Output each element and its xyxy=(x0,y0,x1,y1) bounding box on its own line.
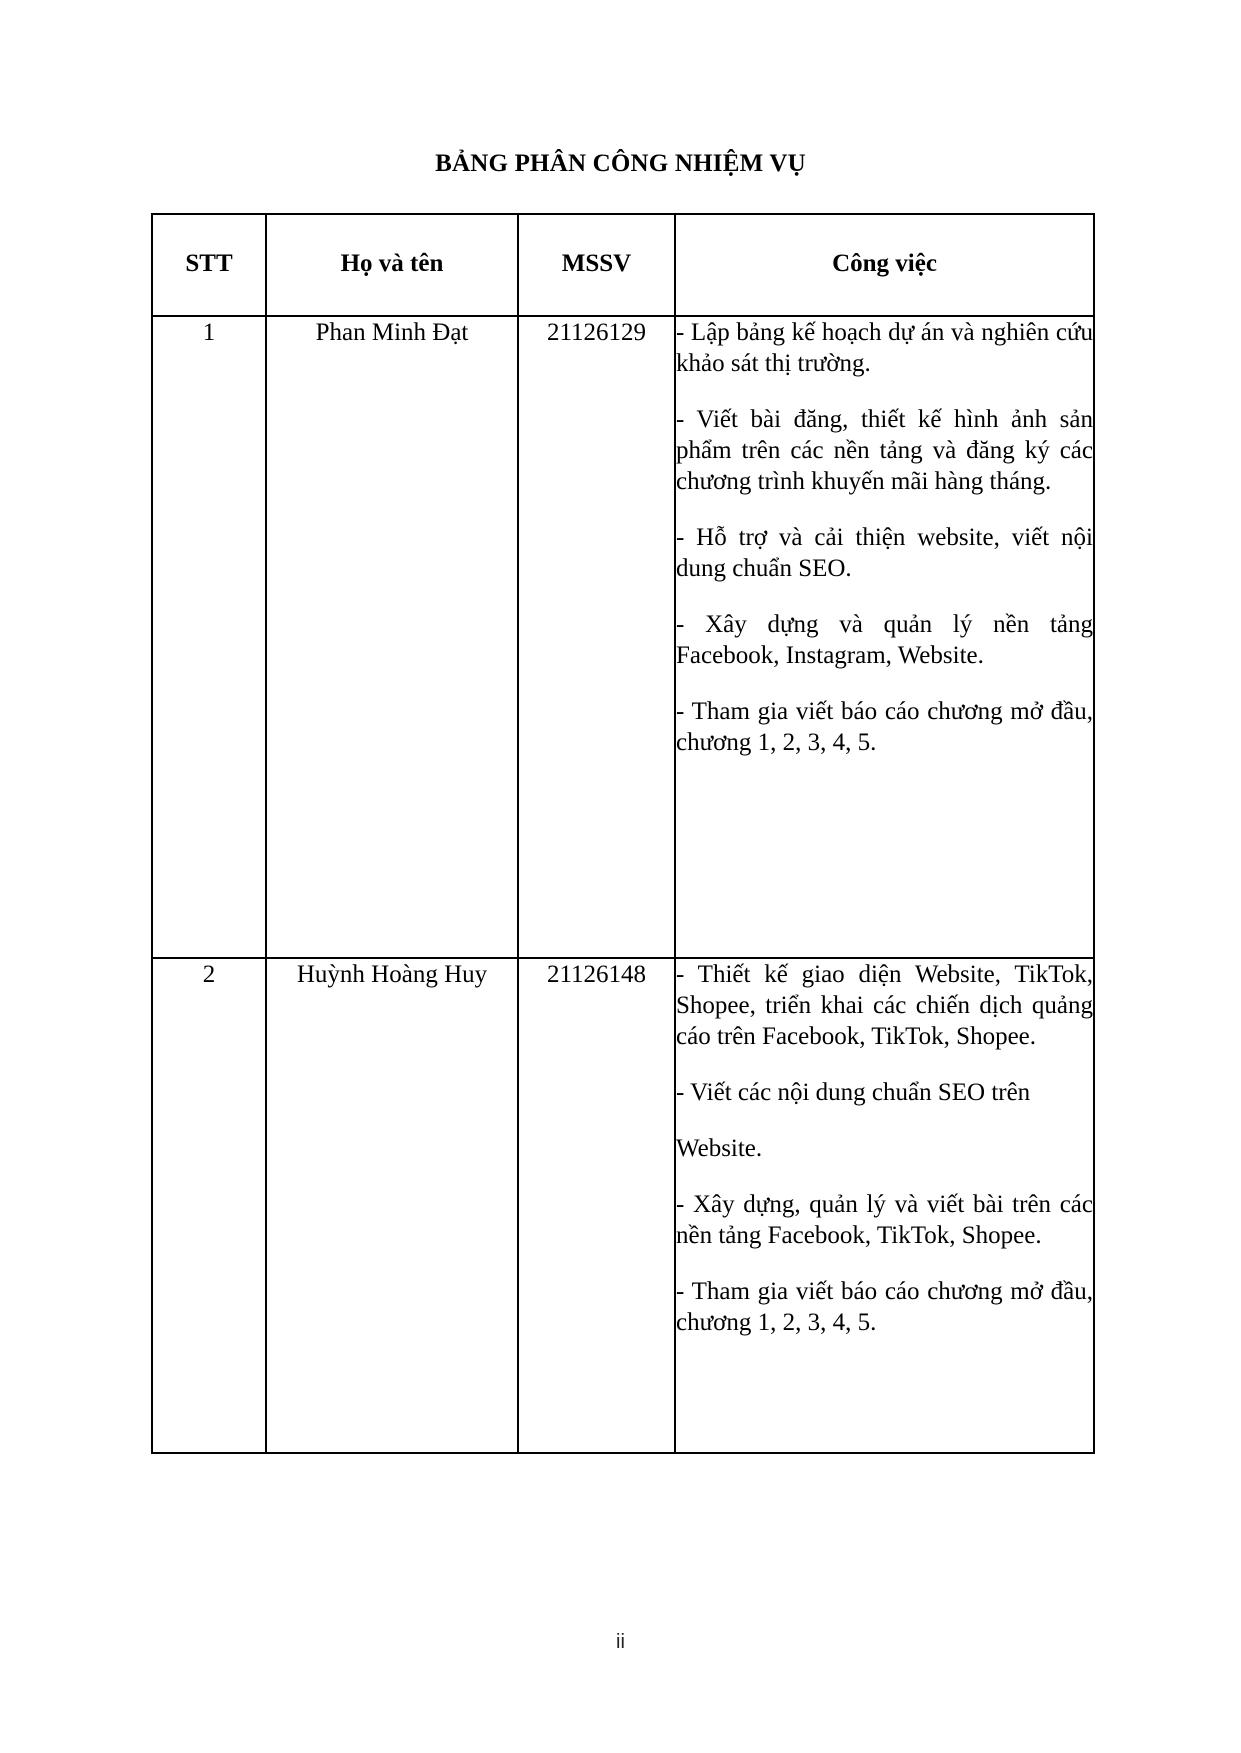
task-item: - Xây dựng và quản lý nền tảng Facebook, Instagram, Website. xyxy=(676,611,1093,669)
task-item: - Xây dựng, quản lý và viết bài trên các nền tảng Facebook, TikTok, Shopee. xyxy=(676,1191,1093,1249)
cell-mssv: 21126148 xyxy=(518,958,675,1453)
cell-name: Huỳnh Hoàng Huy xyxy=(266,958,518,1453)
cell-tasks xyxy=(675,958,1094,1453)
header-name: Họ và tên xyxy=(266,214,518,316)
page-title: BẢNG PHÂN CÔNG NHIỆM VỤ xyxy=(435,150,806,177)
cell-stt: 2 xyxy=(152,958,266,1453)
task-item: - Viết các nội dung chuẩn SEO trên xyxy=(676,1079,1031,1106)
task-item: - Tham gia viết báo cáo chương mở đầu, chương 1, 2, 3, 4, 5. xyxy=(676,1278,1093,1336)
cell-mssv: 21126129 xyxy=(518,316,675,958)
header-tasks: Công việc xyxy=(675,214,1094,316)
task-item: - Tham gia viết báo cáo chương mở đầu, chương 1, 2, 3, 4, 5. xyxy=(676,698,1093,756)
task-item: - Thiết kế giao diện Website, TikTok, Shopee, triển khai các chiến dịch quảng cáo trên Facebook, TikTok, Shopee. xyxy=(676,961,1093,1050)
task-item: - Viết bài đăng, thiết kế hình ảnh sản phẩm trên các nền tảng và đăng ký các chương trình khuyến mãi hàng tháng. xyxy=(676,406,1093,495)
table-row xyxy=(152,958,1094,1453)
header-stt: STT xyxy=(152,214,266,316)
table-row xyxy=(152,316,1094,958)
cell-stt: 1 xyxy=(152,316,266,958)
table-header-row xyxy=(152,214,1094,316)
cell-name: Phan Minh Đạt xyxy=(266,316,518,958)
task-item: - Hỗ trợ và cải thiện website, viết nội dung chuẩn SEO. xyxy=(676,524,1093,582)
task-assignment-table xyxy=(151,213,1095,1454)
task-item: - Lập bảng kế hoạch dự án và nghiên cứu khảo sát thị trường. xyxy=(676,319,1093,377)
page-number: ii xyxy=(616,1631,625,1653)
cell-tasks xyxy=(675,316,1094,958)
task-item: Website. xyxy=(676,1135,763,1162)
header-mssv: MSSV xyxy=(518,214,675,316)
